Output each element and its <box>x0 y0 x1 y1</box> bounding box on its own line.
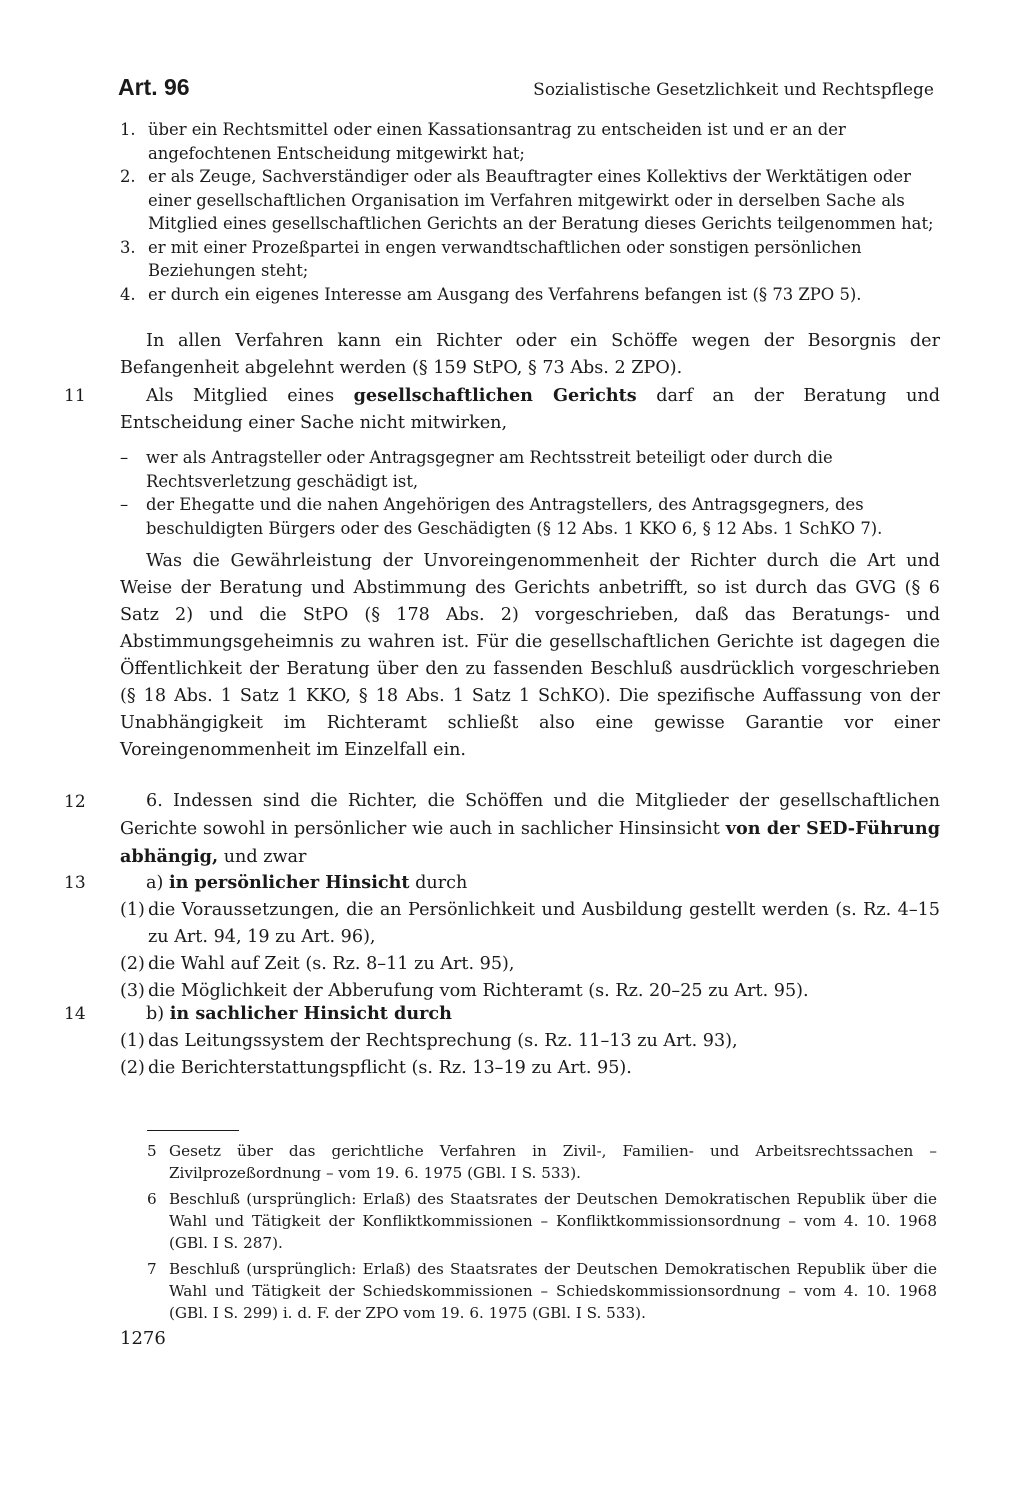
list-number: 3. <box>120 237 136 257</box>
list-item <box>120 165 940 236</box>
para12-pre: 6. Indessen sind die Richter, die Schöffen und die Mitglieder der gesellschaftlichen Gerichte sowohl in persönlicher wie auch in sachlicher Hinsinsicht <box>120 791 940 839</box>
paragraph-text: In allen Verfahren kann ein Richter oder ein Schöffe wegen der Besorgnis der Befangenheit abgelehnt werden (§ 159 StPO, § 73 Abs. 2 ZPO). <box>120 331 940 378</box>
section-b-pre: b) <box>146 1004 170 1024</box>
margin-number-13: 13 <box>64 873 86 893</box>
dash-mark: – <box>120 448 129 467</box>
list-text: über ein Rechtsmittel oder einen Kassationsantrag zu entscheiden ist und er an der angefochtenen Entscheidung mitgewirkt hat; <box>148 120 846 163</box>
dash-mark: – <box>120 495 129 514</box>
running-title: Sozialistische Gesetzlichkeit und Rechtspflege <box>533 80 934 100</box>
list-text: die Wahl auf Zeit (s. Rz. 8–11 zu Art. 95), <box>148 954 515 974</box>
article-label: Art. 96 <box>118 74 190 100</box>
paragraph-12 <box>120 788 940 871</box>
list-item <box>120 236 940 283</box>
section-a <box>120 869 940 1005</box>
list-text: der Ehegatte und die nahen Angehörigen des Antragstellers, des Antragsgegners, des beschuldigten Bürgers oder des Geschädigten (§ 12 Abs. 1 KKO 6, § 12 Abs. 1 SchKO 7). <box>146 495 883 538</box>
paragraph-befangenheit <box>120 328 940 382</box>
para11-post: darf an der Beratung und Entscheidung einer Sache nicht mitwirken, <box>120 386 941 433</box>
list-text: er mit einer Prozeßpartei in engen verwandtschaftlichen oder sonstigen persönlichen Beziehungen steht; <box>148 237 862 280</box>
footnote <box>147 1188 937 1254</box>
list-item <box>120 118 940 165</box>
list-item <box>120 897 940 951</box>
list-number: (2) <box>120 954 145 974</box>
list-item <box>120 493 940 540</box>
list-number: (2) <box>120 1058 145 1078</box>
list-item <box>120 446 940 493</box>
list-item <box>120 951 940 978</box>
numbered-list <box>120 118 940 306</box>
list-item <box>120 1028 940 1055</box>
margin-number-11: 11 <box>64 386 86 406</box>
margin-number-12: 12 <box>64 792 86 812</box>
para12-bold: von der SED-Führung abhängig, <box>120 818 940 867</box>
para11-bold: gesellschaftlichen Gerichts <box>353 385 637 406</box>
paragraph-text <box>120 382 940 437</box>
dash-list <box>120 446 940 540</box>
list-number: (3) <box>120 981 145 1001</box>
paragraph-text: Was die Gewährleistung der Unvoreingenommenheit der Richter durch die Art und Weise der Beratung und Abstimmung des Gerichts anbetrifft, so ist durch das GVG (§ 6 Satz 2) und die StPO (§ 178 Abs. 2) vorgeschrieben, daß das Beratungs- und Abstimmungsgeheimnis zu wahren ist. Für die gesellschaftlichen Gerichte ist dagegen die Öffentlichkeit der Beratung über den zu fassenden Beschluß ausdrücklich vorgeschrieben (§ 18 Abs. 1 Satz 1 KKO, § 18 Abs. 1 Satz 1 SchKO). Die spezifische Auffassung von der Unabhängigkeit im Richteramt schließt also eine gewisse Garantie vor einer Voreingenommenheit im Einzelfall ein. <box>120 551 940 760</box>
footnote-text: Beschluß (ursprünglich: Erlaß) des Staatsrates der Deutschen Demokratischen Republik über die Wahl und Tätigkeit der Konfliktkommissionen – Konfliktkommissionsordnung – vom 4. 10. 1968 (GBl. I S. 287). <box>169 1190 937 1252</box>
footnote <box>147 1140 937 1184</box>
para12-post: und zwar <box>218 847 307 867</box>
footnotes <box>147 1140 937 1328</box>
footnote-rule <box>147 1130 239 1131</box>
footnote-text: Beschluß (ursprünglich: Erlaß) des Staatsrates der Deutschen Demokratischen Republik über die Wahl und Tätigkeit der Schiedskommissionen – Schiedskommissionsordnung – vom 4. 10. 1968 (GBl. I S. 299) i. d. F. der ZPO vom 19. 6. 1975 (GBl. I S. 533). <box>169 1260 937 1322</box>
section-b-bold: in sachlicher Hinsicht durch <box>169 1003 452 1024</box>
list-number: 2. <box>120 167 136 186</box>
paragraph-text <box>120 788 940 871</box>
list-text: er durch ein eigenes Interesse am Ausgang des Verfahrens befangen ist (§ 73 ZPO 5). <box>148 284 862 304</box>
paragraph-gewaehrleistung <box>120 548 940 764</box>
page-number: 1276 <box>120 1328 166 1349</box>
footnote-number: 6 <box>147 1190 157 1208</box>
para11-pre: Als Mitglied eines <box>146 386 354 406</box>
list-text: er als Zeuge, Sachverständiger oder als Beauftragter eines Kollektivs der Werktätigen oder einer gesellschaftlichen Organisation im Verfahren mitgewirkt oder in derselben Sache als Mitglied eines gesellschaftlichen Gerichts an der Beratung dieses Gerichts teilgenommen hat; <box>148 167 934 233</box>
section-a-bold: in persönlicher Hinsicht <box>168 872 410 893</box>
list-text: wer als Antragsteller oder Antragsgegner am Rechtsstreit beteiligt oder durch die Rechtsverletzung geschädigt ist, <box>146 448 833 491</box>
section-b <box>120 1000 940 1082</box>
list-text: das Leitungssystem der Rechtsprechung (s. Rz. 11–13 zu Art. 93), <box>148 1031 738 1051</box>
footnote-number: 7 <box>147 1260 157 1278</box>
list-item <box>120 1055 940 1082</box>
list-item <box>120 283 940 307</box>
list-text: die Möglichkeit der Abberufung vom Richteramt (s. Rz. 20–25 zu Art. 95). <box>148 981 809 1001</box>
list-number: 4. <box>120 284 136 304</box>
list-number: 1. <box>120 120 136 139</box>
section-a-post: durch <box>409 873 468 893</box>
list-number: (1) <box>120 900 145 920</box>
footnote-number: 5 <box>147 1142 157 1160</box>
list-text: die Berichterstattungspflicht (s. Rz. 13–19 zu Art. 95). <box>148 1058 632 1078</box>
section-a-pre: a) <box>146 873 169 893</box>
footnote-text: Gesetz über das gerichtliche Verfahren in Zivil-, Familien- und Arbeitsrechtssachen – Zivilprozeßordnung – vom 19. 6. 1975 (GBl. I S. 533). <box>169 1142 937 1182</box>
paragraph-11 <box>120 382 940 437</box>
section-a-heading <box>120 869 940 897</box>
footnote <box>147 1258 937 1324</box>
margin-number-14: 14 <box>64 1004 86 1024</box>
section-b-heading <box>120 1000 940 1028</box>
list-text: die Voraussetzungen, die an Persönlichkeit und Ausbildung gestellt werden (s. Rz. 4–15 zu Art. 94, 19 zu Art. 96), <box>148 900 940 947</box>
list-number: (1) <box>120 1031 145 1051</box>
